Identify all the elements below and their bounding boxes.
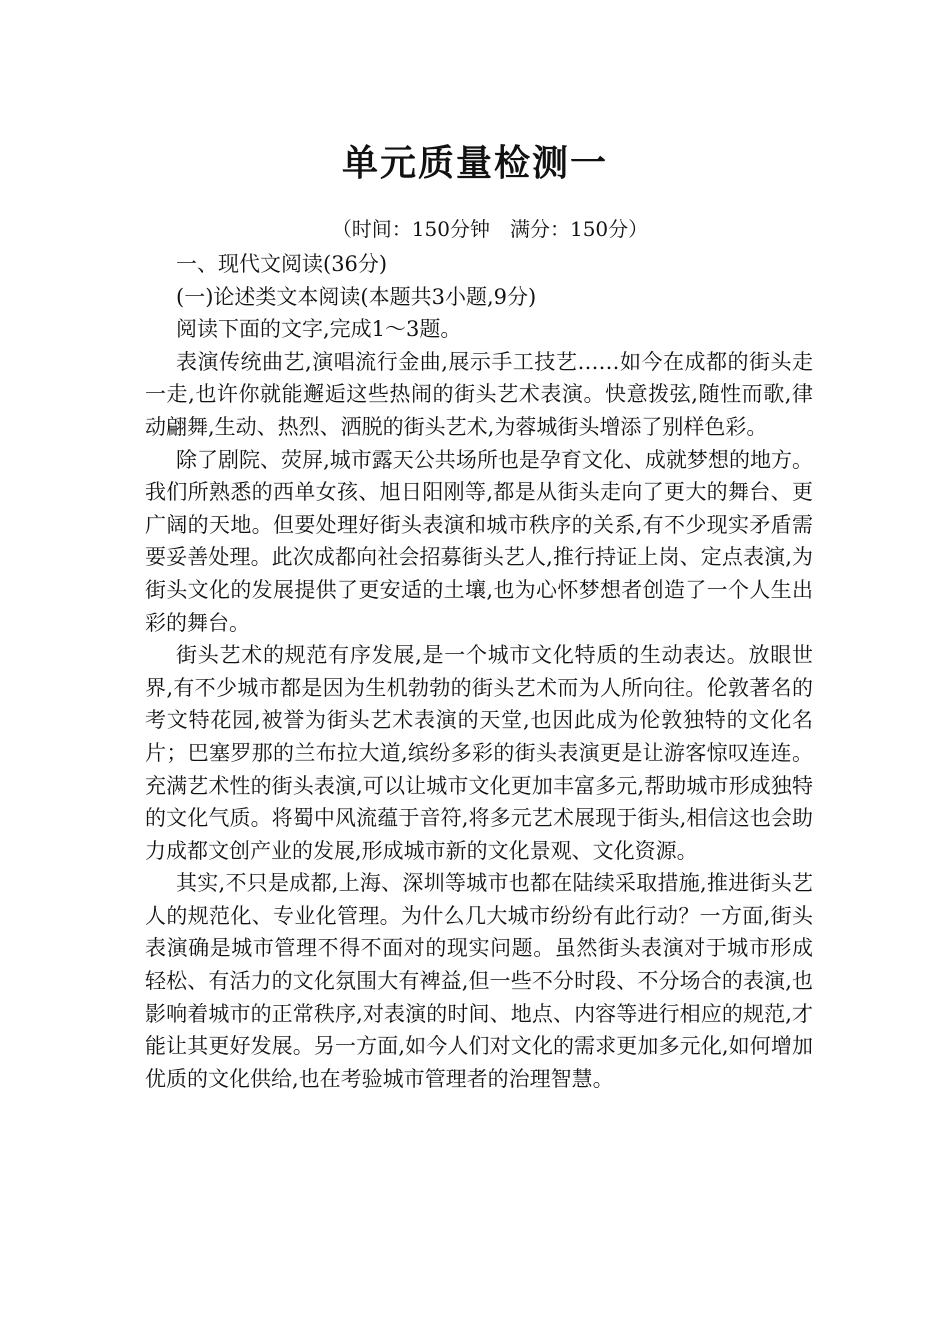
section-heading: 一、现代文阅读(36分) xyxy=(176,252,388,276)
passage-paragraph-3: 街头艺术的规范有序发展,是一个城市文化特质的生动表达。放眼世界,有不少城市都是因为生机勃勃的街头艺术而为人所向往。伦敦著名的考文特花园,被誉为街头艺术表演的天堂,也因此成为伦敦独特的文化名片；巴塞罗那的兰布拉大道,缤纷多彩的街头表演更是让游客惊叹连连。充满艺术性的街头表演,可以让城市文化更加丰富多元,帮助城市形成独特的文化气质。将蜀中风流蕴于音符,将多元艺术展现于街头,相信这也会助力成都文创产业的发展,形成城市新的文化景观、文化资源。 xyxy=(145,643,813,863)
passage-paragraph-2: 除了剧院、荧屏,城市露天公共场所也是孕育文化、成就梦想的地方。我们所熟悉的西单女孩、旭日阳刚等,都是从街头走向了更大的舞台、更广阔的天地。但要处理好街头表演和城市秩序的关系,有不少现实矛盾需要妥善处理。此次成都向社会招募街头艺人,推行持证上岗、定点表演,为街头文化的发展提供了更安适的土壤,也为心怀梦想者创造了一个人生出彩的舞台。 xyxy=(145,447,813,635)
reading-instruction: 阅读下面的文字,完成1～3题。 xyxy=(176,317,462,342)
subsection-heading: (一)论述类文本阅读(本题共3小题,9分) xyxy=(176,284,537,309)
page-title: 单元质量检测一 xyxy=(341,143,608,184)
exam-time-and-score: （时间：150分钟 满分：150分） xyxy=(331,217,649,241)
exam-body xyxy=(145,248,813,1095)
passage-paragraph-4: 其实,不只是成都,上海、深圳等城市也都在陆续采取措施,推进街头艺人的规范化、专业化管理。为什么几大城市纷纷有此行动？一方面,街头表演确是城市管理不得不面对的现实问题。虽然街头表演对于城市形成轻松、有活力的文化氛围大有裨益,但一些不分时段、不分场合的表演,也影响着城市的正常秩序,对表演的时间、地点、内容等进行相应的规范,才能让其更好发展。另一方面,如今人们对文化的需求更加多元化,如何增加优质的文化供给,也在考验城市管理者的治理智慧。 xyxy=(145,871,813,1091)
passage-paragraph-1: 表演传统曲艺,演唱流行金曲,展示手工技艺……如今在成都的街头走一走,也许你就能邂逅这些热闹的街头艺术表演。快意拨弦,随性而歌,律动翩舞,生动、热烈、洒脱的街头艺术,为蓉城街头增添了别样色彩。 xyxy=(145,349,813,439)
